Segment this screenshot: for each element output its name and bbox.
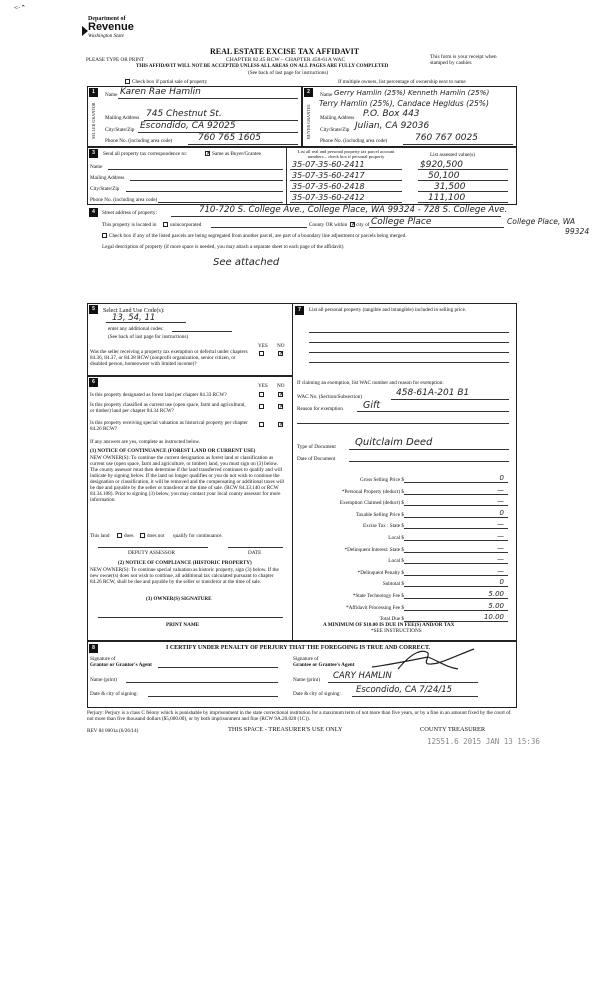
tax-line-value[interactable]: 0: [499, 508, 504, 517]
tax-line-rule: [404, 586, 508, 587]
corner-mark: ˂·⌃: [14, 4, 27, 12]
assessed-value[interactable]: 111,100: [428, 193, 466, 203]
tax-line-rule: [404, 494, 508, 495]
land-use-section: [87, 303, 292, 376]
yes-header: YES: [258, 343, 268, 349]
street-address[interactable]: 710-720 S. College Ave., College Place, WA 99324 - 728 S. College Ave.: [199, 205, 508, 215]
seller-name-label: Name: [105, 92, 118, 98]
street-address-zip[interactable]: 99324: [565, 227, 590, 236]
seller-side-label: SELLER GRANTOR: [91, 102, 96, 139]
tax-line-rule: [404, 563, 508, 564]
buyer-name-label: Name: [320, 92, 333, 98]
unincorporated-checkbox[interactable]: [163, 222, 168, 227]
perjury-note: Perjury: Perjury is a class C felony which is punishable by imprisonment in the state correctional institution for a maximum term of not more than five years, or by a fine in an amount fixed by the court of not more than five thousand dollars ($5,000.00), or by both imprisonment and fine (RCW 9A.20.020 (1C)).: [87, 710, 511, 722]
parcel-number[interactable]: 35-07-35-60-2418: [292, 182, 365, 191]
tax-line-label: Total Due $: [379, 616, 404, 623]
grantee-date-city[interactable]: Escondido, CA 7/24/15: [356, 685, 453, 695]
owner-signature-label: (3) OWNER(S) SIGNATURE: [146, 596, 212, 602]
tax-line-label: *Personal Property (deduct) $: [341, 488, 404, 495]
buyer-phone-label: Phone No. (including area code): [320, 138, 388, 144]
corr-city-label: City/State/Zip: [90, 186, 120, 192]
tax-line-value[interactable]: —: [497, 485, 504, 494]
buyer-name-2[interactable]: Terry Hamlin (25%), Candace Hegldus (25%): [319, 99, 489, 108]
street-address-cont[interactable]: College Place, WA: [507, 217, 576, 226]
historic-title: (2) NOTICE OF COMPLIANCE (HISTORIC PROPERTY): [118, 560, 252, 566]
historic-text: NEW OWNER(S): To continue special valuation as historic property, sign (3) below. If the new owner(s) does not wish to continue, all additional tax calculated pursuant to chapter 84.26 RCW, shall be due and payable by the seller or transferor at the time of sale.: [90, 567, 279, 585]
seller-phone[interactable]: 760 765 1605: [198, 133, 261, 143]
certify-section: [87, 641, 517, 708]
buyer-side-label: BUYER GRANTEE: [306, 104, 311, 139]
exemption-reason[interactable]: Gift: [363, 400, 381, 411]
assessed-header: List assessed value(s): [430, 152, 475, 158]
grantor-sig-label-2: Grantor or Grantor's Agent: [90, 662, 152, 668]
seller-section: [87, 86, 302, 147]
partial-sale-checkbox[interactable]: [125, 79, 130, 84]
tax-line-rule: [404, 505, 508, 506]
print-name-label: PRINT NAME: [166, 622, 200, 628]
forest-land-section: [87, 376, 292, 641]
section-8-badge: 8: [89, 644, 98, 653]
tax-line-label: Subtotal $: [382, 581, 404, 588]
tax-line-value[interactable]: —: [497, 520, 504, 529]
does-label: does: [124, 533, 134, 539]
exempt-no-checkbox[interactable]: ✕: [279, 351, 285, 357]
seller-address[interactable]: 745 Chestnut St.: [146, 109, 222, 119]
tax-line-value[interactable]: 5.00: [488, 590, 504, 598]
land-use-label: Select Land Use Code(s):: [103, 308, 165, 314]
dept-logo: [88, 16, 158, 39]
current-use-question: Is this property classified as current use (open space, farm and agricultural, or timber) land per chapter 84.34 RCW?: [90, 402, 246, 414]
tax-line-value[interactable]: —: [497, 532, 504, 540]
dept-state: Washington State: [88, 33, 124, 39]
multiple-owners-note: If multiple owners, list percentage of ownership next to name: [338, 79, 466, 85]
tax-line-label: Local $: [388, 535, 404, 541]
tax-line-rule: [404, 610, 508, 611]
correspondence-section: [87, 147, 517, 205]
section-7-badge: 7: [295, 306, 304, 315]
land-use-see-back: (See back of last page for instructions): [108, 334, 189, 340]
exempt-question: Was the seller receiving a property tax exemption or deferral under chapters 84.36, 84.37, or 84.38 RCW (nonprofit organization, senior citizen, or disabled person, homeowner with limited income)?: [90, 349, 248, 367]
section-1-badge: 1: [89, 88, 98, 97]
please-type: PLEASE TYPE OR PRINT: [86, 57, 144, 63]
property-city[interactable]: College Place: [371, 217, 432, 227]
treasurer-space: THIS SPACE - TREASURER'S USE ONLY: [228, 726, 343, 733]
property-section: [87, 205, 600, 285]
tax-line-value[interactable]: 0: [499, 578, 504, 587]
same-as-label: Same as Buyer/Grantee: [212, 151, 261, 157]
assessed-value[interactable]: 31,500: [434, 182, 466, 192]
continuance-text: NEW OWNER(S): To continue the current designation as forest land or classification as current use (open space, farm and agriculture, or timber) land, you must sign on (3) below. The county assessor must then determine if the land transferred continues to qualify and will indicate by signing below. If the land no longer qualifies or you do not wish to continue the designation or classification, it will be removed and the compensating or additional taxes will be due and payable by the seller or transferor at the time of sale. (RCW 84.33.140 or RCW 84.34.108). Prior to signing (3) below, you may contact your local county assessor for more information.: [90, 455, 285, 503]
parcel-number[interactable]: 35-07-35-60-2411: [292, 160, 365, 169]
qualify-label: qualify for continuance.: [173, 533, 223, 539]
section-6-badge: 6: [89, 378, 98, 387]
section-4-badge: 4: [89, 208, 98, 217]
grantee-sig-label-2: Grantee or Grantee's Agent: [293, 662, 355, 668]
tax-line-value[interactable]: —: [497, 543, 504, 552]
see-back: (See back of last page for instructions): [248, 70, 329, 76]
segregated-label: Check box if any of the listed parcels are being segregated from another parcel, are part of a boundary line adjustment or parcels being merged.: [109, 233, 407, 239]
grantor-sig-label: Signature of: [90, 656, 116, 662]
street-label: Street address of property:: [102, 210, 157, 216]
tax-line-label: Gross Selling Price $: [360, 477, 404, 483]
land-use-codes[interactable]: 13, 54, 11: [112, 313, 156, 323]
historic-question: Is this property receiving special valuation as historical property per chapter 84.26 RCW?: [90, 420, 248, 432]
does-checkbox[interactable]: [117, 533, 122, 538]
grantor-date-label: Date & city of signing:: [90, 691, 138, 697]
yes-header-6: YES: [258, 383, 268, 389]
parcel-number[interactable]: 35-07-35-60-2417: [292, 171, 365, 180]
logo-arrow-icon: [82, 26, 88, 36]
located-label: This property is located in: [102, 222, 157, 228]
no-header: NO: [277, 343, 285, 349]
corr-phone-label: Phone No. (including area code): [90, 197, 158, 203]
tax-line-value[interactable]: —: [497, 555, 504, 564]
tax-line-label: Exemption Claimed (deduct) $: [339, 500, 404, 507]
section-3-badge: 3: [89, 149, 98, 158]
grantee-date-label: Date & city of signing:: [293, 691, 341, 697]
exemption-label: If claiming an exemption, list WAC number and reason for exemption:: [297, 380, 444, 386]
tax-line-label: Taxable Selling Price $: [355, 511, 404, 518]
tax-line-label: *Affidavit Processing Fee $: [346, 604, 404, 611]
county-treasurer: COUNTY TREASURER: [420, 726, 486, 733]
corr-name-label: Name: [90, 164, 103, 170]
tax-line-value[interactable]: 10.00: [483, 613, 504, 622]
assessed-value[interactable]: 50,100: [428, 171, 460, 181]
buyer-section: [302, 86, 517, 147]
doc-type[interactable]: Quitclaim Deed: [355, 437, 433, 448]
historic-no-checkbox[interactable]: ✕: [279, 422, 285, 428]
seller-city[interactable]: Escondido, CA 92025: [140, 121, 236, 131]
parcel-number[interactable]: 35-07-35-60-2412: [292, 193, 365, 202]
additional-codes-label: enter any additional codes:: [108, 326, 164, 332]
forest-question: Is this property designated as forest land per chapter 84.33 RCW?: [90, 392, 227, 398]
this-land-label: This land: [90, 533, 110, 539]
send-label: Send all property tax correspondence to:: [103, 151, 187, 157]
seller-address-label: Mailing Address: [105, 115, 140, 121]
grantee-name-label: Name (print): [293, 677, 320, 683]
form-warning: THIS AFFIDAVIT WILL NOT BE ACCEPTED UNLESS ALL AREAS ON ALL PAGES ARE FULLY COMPLETED: [136, 64, 389, 69]
does-not-label: does not: [147, 533, 165, 539]
section-5-badge: 5: [89, 305, 98, 314]
tax-line-label: Excise Tax : State $: [362, 523, 404, 530]
buyer-address-label: Mailing Address: [320, 115, 355, 121]
tax-line-label: Local $: [388, 558, 404, 565]
corr-address-label: Mailing Address: [90, 175, 125, 181]
doc-type-label: Type of Document: [297, 444, 336, 450]
receipt-note: This form is your receipt when stamped by cashier.: [430, 54, 497, 66]
form-title: REAL ESTATE EXCISE TAX AFFIDAVIT: [210, 47, 360, 56]
tax-line-value[interactable]: —: [497, 566, 504, 575]
parcel-header: List all real and personal property tax parcel account numbers – check box if personal property: [297, 149, 395, 159]
tax-line-rule: [404, 482, 508, 483]
tax-line-rule: [404, 621, 508, 622]
grantee-signature[interactable]: [368, 647, 478, 673]
legal-description[interactable]: See attached: [213, 257, 280, 268]
seller-city-label: City/State/Zip: [105, 127, 135, 133]
forest-no-checkbox[interactable]: ✕: [279, 392, 285, 398]
grantee-name[interactable]: CARY HAMLIN: [333, 671, 392, 681]
buyer-city-label: City/State/Zip: [320, 127, 350, 133]
deputy-assessor-label: DEPUTY ASSESSOR: [128, 550, 175, 556]
segregated-checkbox[interactable]: [102, 233, 107, 238]
dept-name: Revenue: [88, 21, 134, 33]
tax-line-rule: [404, 552, 508, 553]
grantee-sig-label: Signature of: [293, 656, 319, 662]
county-label: County OR within: [309, 222, 348, 228]
assessed-value[interactable]: $920,500: [420, 160, 463, 170]
seller-phone-label: Phone No. (including area code): [105, 138, 173, 144]
deputy-date-label: DATE: [248, 550, 262, 556]
minimum-note: A MINIMUM OF $10.00 IS DUE IN FEE(S) AND/OR TAX: [323, 622, 455, 628]
tax-line-rule: [404, 575, 508, 576]
recording-stamp: 12551.6 2015 JAN 13 15:36: [427, 737, 540, 746]
buyer-phone[interactable]: 760 767 0025: [415, 133, 478, 143]
tax-line-value[interactable]: 5.00: [488, 601, 504, 610]
form-chapter: CHAPTER 82.45 RCW – CHAPTER 458-61A WAC: [226, 57, 346, 63]
tax-line-rule: [404, 528, 508, 529]
grantor-name-label: Name (print): [90, 677, 117, 683]
certify-text: I CERTIFY UNDER PENALTY OF PERJURY THAT THE FOREGOING IS TRUE AND CORRECT.: [166, 645, 431, 651]
doc-date-label: Date of Document: [297, 456, 336, 462]
tax-line-label: *Delinquent Penalty $: [357, 569, 404, 576]
buyer-address[interactable]: P.O. Box 443: [363, 109, 420, 119]
wac-number[interactable]: 458-61A-201 B1: [396, 388, 470, 398]
tax-line-value[interactable]: 0: [499, 474, 504, 482]
tax-line-label: *Delinquent Interest: State $: [344, 546, 404, 553]
buyer-name-1[interactable]: Gerry Hamlin (25%) Kenneth Hamlin (25%): [334, 88, 490, 97]
if-yes-note: If any answers are yes, complete as instructed below.: [90, 439, 201, 445]
partial-sale-label: Check box if partial sale of property: [132, 79, 208, 85]
continuance-title: (1) NOTICE OF CONTINUANCE (FOREST LAND OR CURRENT USE): [90, 448, 256, 454]
current-use-yes-checkbox[interactable]: [259, 404, 264, 409]
buyer-city[interactable]: Julian, CA 92036: [355, 121, 430, 131]
no-header-6: NO: [277, 383, 285, 389]
personal-property-label: List all personal property (tangible and intangible) included in selling price.: [309, 307, 467, 313]
tax-line-value[interactable]: —: [497, 497, 504, 506]
legal-label: Legal description of property (if more space is needed, you may attach a separate sheet to each page of the affidavit): [102, 244, 344, 250]
tax-line-label: *State Technology Fee $: [352, 593, 404, 599]
reason-label: Reason for exemption: [297, 406, 343, 412]
city-of-label: city of: [356, 222, 370, 228]
forest-yes-checkbox[interactable]: [259, 392, 264, 397]
city-of-checkbox[interactable]: ✕: [351, 222, 357, 228]
dept-line: Department of: [88, 16, 126, 22]
same-as-buyer-checkbox[interactable]: ✕: [206, 151, 212, 157]
current-use-no-checkbox[interactable]: ✕: [279, 404, 285, 410]
section-2-badge: 2: [304, 88, 313, 97]
wac-label: WAC No. (Section/Subsection): [297, 394, 362, 400]
see-instructions: *SEE INSTRUCTIONS: [371, 628, 422, 634]
historic-yes-checkbox[interactable]: [259, 422, 264, 427]
tax-line-rule: [404, 517, 508, 518]
seller-name[interactable]: Karen Rae Hamlin: [120, 87, 201, 97]
tax-line-rule: [404, 540, 508, 541]
does-not-checkbox[interactable]: [140, 533, 145, 538]
tax-line-rule: [404, 598, 508, 599]
rev-number: REV 84 0001a (6/26/14): [87, 728, 139, 734]
exempt-yes-checkbox[interactable]: [259, 351, 264, 356]
unincorporated-label: unincorporated: [170, 222, 202, 228]
